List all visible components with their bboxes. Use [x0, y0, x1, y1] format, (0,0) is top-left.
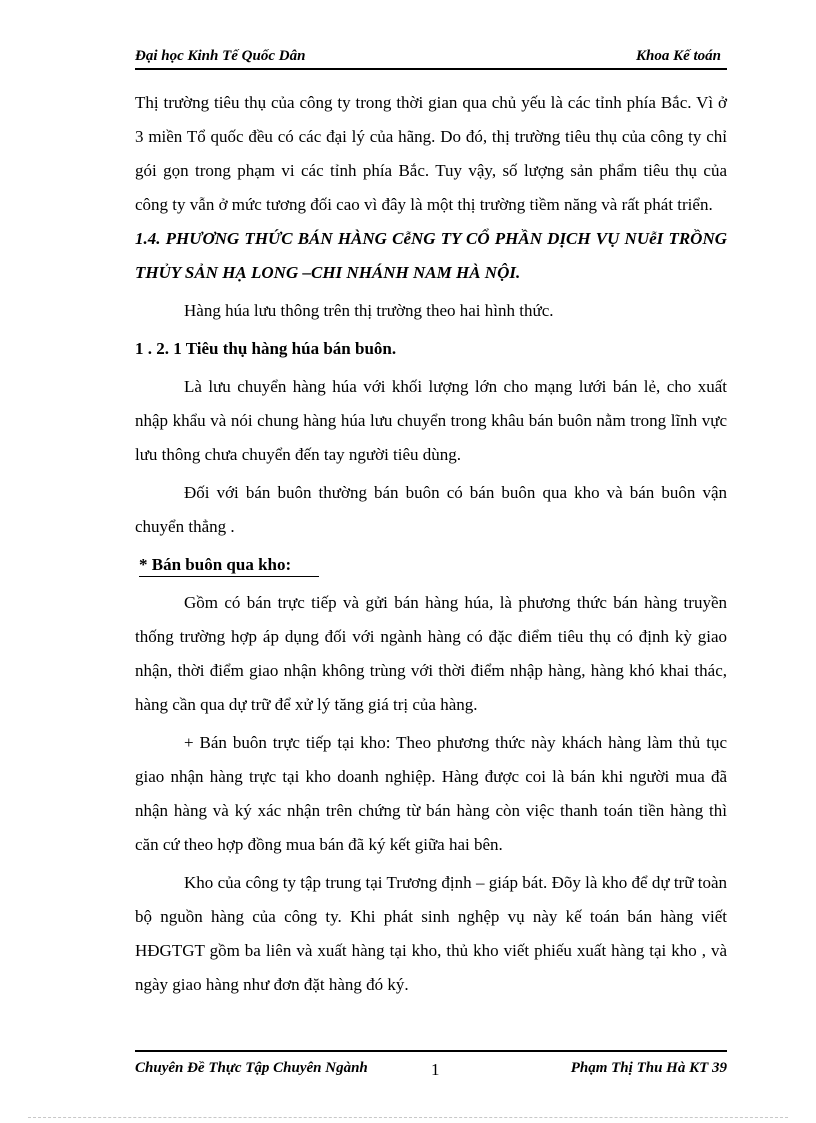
page-header	[135, 46, 727, 70]
section-heading: 1.4. PHƯƠNG THỨC BÁN HÀNG CễNG TY CỔ PHẦN DỊCH VỤ NUễI TRỒNG THỦY SẢN HẠ LONG –CHI NHÁNH NAM HÀ NỘI.	[135, 229, 727, 282]
paragraph-market: Thị trường tiêu thụ của công ty trong thời gian qua chủ yếu là các tỉnh phía Bắc. Vì ở 3 miền Tổ quốc đều có các đại lý của hãng. Do đó, thị trường tiêu thụ của công ty chỉ gói gọn trong phạm vi các tỉnh phía Bắc. Tuy vậy, số lượng sản phẩm tiêu thụ của công ty vẫn ở mức tương đối cao vì đây là một thị trường tiềm năng và rất phát triển.	[135, 93, 727, 214]
footer-author: Phạm Thị Thu Hà KT 39	[570, 1060, 727, 1076]
page-number: 1	[431, 1060, 440, 1079]
paragraph-company-warehouse: Kho của công ty tập trung tại Trương định – giáp bát. Đõy là kho để dự trữ toàn bộ nguồn hàng của công ty. Khi phát sinh nghệp vụ này kế toán bán hàng viết HĐGTGT gồm ba liên và xuất hàng tại kho, thủ kho viết phiếu xuất hàng tại kho , và ngày giao hàng như đơn đặt hàng đó ký.	[135, 873, 727, 994]
paragraph-warehouse-sales: Gồm có bán trực tiếp và gửi bán hàng húa, là phương thức bán hàng truyền thống trường hợp áp dụng đối với ngành hàng có đặc điểm tiêu thụ có định kỳ giao nhận, thời điểm giao nhận không trùng với thời điểm nhập hàng, hàng khó khai thác, hàng cần qua dự trữ để xử lý tăng giá trị của hàng.	[135, 593, 727, 714]
page-footer	[135, 1050, 727, 1078]
paragraph-direct-warehouse: + Bán buôn trực tiếp tại kho: Theo phương thức này khách hàng làm thủ tục giao nhận hàng trực tại kho doanh nghiệp. Hàng được coi là bán khi người mua đã nhận hàng và ký xác nhận trên chứng từ bán hàng còn việc thanh toán tiền hàng thì căn cứ theo hợp đồng mua bán đã ký kết giữa hai bên.	[135, 733, 727, 854]
header-university: Đại học Kinh Tế Quốc Dân	[135, 48, 306, 64]
footer-report-title: Chuyên Đề Thực Tập Chuyên Ngành	[135, 1060, 368, 1076]
header-faculty: Khoa Kế toán	[635, 48, 721, 64]
paragraph-wholesale-types: Đối với bán buôn thường bán buôn có bán buôn qua kho và bán buôn vận chuyển thẳng .	[135, 483, 727, 536]
page-body	[135, 86, 727, 1002]
subsection-heading: 1 . 2. 1 Tiêu thụ hàng húa bán buôn.	[135, 339, 397, 358]
page-bottom-divider	[28, 1117, 788, 1118]
paragraph-wholesale-definition: Là lưu chuyển hàng húa với khối lượng lớn cho mạng lưới bán lẻ, cho xuất nhập khẩu và nói chung hàng húa lưu chuyển trong khâu bán buôn nằm trong lĩnh vực lưu thông chưa chuyển đến tay người tiêu dùng.	[135, 377, 727, 464]
subsection-heading-warehouse-text: * Bán buôn qua kho:	[139, 554, 319, 577]
paragraph-forms: Hàng húa lưu thông trên thị trường theo hai hình thức.	[184, 301, 554, 320]
subsection-heading-warehouse	[135, 548, 727, 582]
